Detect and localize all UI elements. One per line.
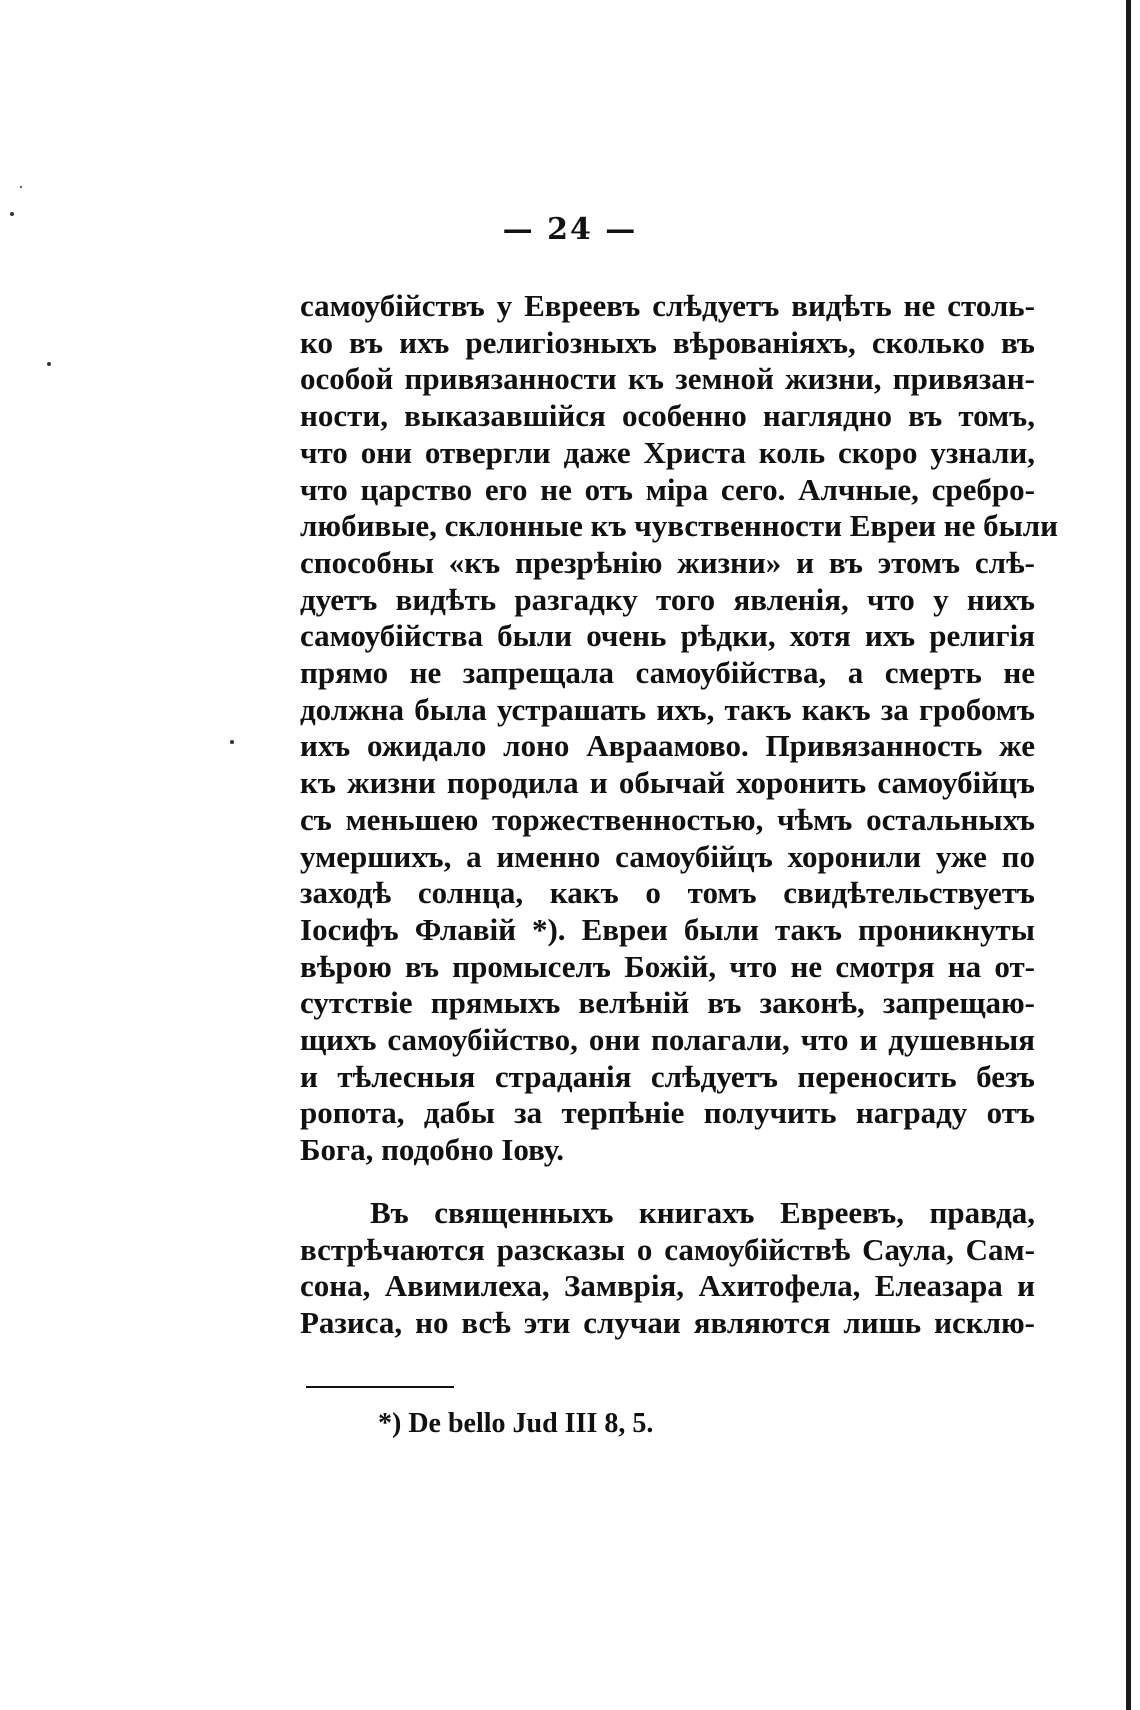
text-line: ропота, дабы за терпѣніе получить награду отъ bbox=[300, 1095, 1035, 1131]
page-edge-shadow bbox=[1126, 0, 1131, 1710]
text-line: съ меньшею торжественностью, чѣмъ остальныхъ bbox=[300, 801, 1035, 837]
text-line: ихъ ожидало лоно Авраамово. Привязанность же bbox=[300, 728, 1035, 764]
scan-speck bbox=[20, 186, 22, 188]
text-line: Въ священныхъ книгахъ Евреевъ, правда, bbox=[370, 1194, 1035, 1230]
text-line: что царство его не отъ міра сего. Алчные, сребро- bbox=[300, 471, 1035, 507]
text-line: способны «къ презрѣнію жизни» и въ этомъ слѣ- bbox=[300, 544, 1035, 580]
text-line: и тѣлесныя страданія слѣдуетъ переносить безъ bbox=[300, 1058, 1035, 1094]
text-line: прямо не запрещала самоубійства, а смерть не bbox=[300, 655, 1035, 691]
text-line: ности, выказавшійся особенно наглядно въ томъ, bbox=[300, 398, 1035, 434]
footnote: *) De bello Jud III 8, 5. bbox=[378, 1408, 654, 1439]
text-line: сутствіе прямыхъ велѣній въ законѣ, запрещаю- bbox=[300, 985, 1035, 1021]
scan-speck bbox=[47, 362, 51, 366]
text-line: щихъ самоубійство, они полагали, что и душевныя bbox=[300, 1022, 1035, 1058]
paragraph-gap bbox=[300, 1169, 1035, 1195]
text-line: что они отвергли даже Христа коль скоро узнали, bbox=[300, 434, 1035, 470]
footnote-divider bbox=[306, 1386, 454, 1388]
text-line: должна была устрашать ихъ, такъ какъ за гробомъ bbox=[300, 691, 1035, 727]
text-line: любивые, склонные къ чувственности Евреи не были bbox=[300, 508, 1059, 544]
text-line: самоубійства были очень рѣдки, хотя ихъ религія bbox=[300, 618, 1035, 654]
text-line: Разиса, но всѣ эти случаи являются лишь исклю- bbox=[300, 1304, 1035, 1340]
text-line: вѣрою въ промыселъ Божій, что не смотря на от- bbox=[300, 948, 1035, 984]
text-line: сона, Авимилеха, Замврія, Ахитофела, Елеазара и bbox=[300, 1268, 1035, 1304]
text-line: особой привязанности къ земной жизни, привязан- bbox=[300, 361, 1035, 397]
scan-speck bbox=[230, 740, 234, 744]
text-line: дуетъ видѣть разгадку того явленія, что у нихъ bbox=[300, 581, 1035, 617]
text-line: встрѣчаются разсказы о самоубійствѣ Саула, Сам- bbox=[300, 1231, 1035, 1267]
text-line: Бога, подобно Іову. bbox=[300, 1132, 564, 1168]
text-line: самоубійствъ у Евреевъ слѣдуетъ видѣть не столь- bbox=[300, 288, 1035, 323]
text-line: ко въ ихъ религіозныхъ вѣрованіяхъ, сколько въ bbox=[300, 324, 1035, 360]
page-number: — 24 — bbox=[502, 212, 638, 247]
text-line: къ жизни породила и обычай хоронить самоубійцъ bbox=[300, 765, 1035, 801]
body-text bbox=[300, 288, 1059, 1342]
text-line: умершихъ, а именно самоубійцъ хоронили уже по bbox=[300, 838, 1035, 874]
paragraph-2 bbox=[300, 1195, 1035, 1342]
paragraph-1 bbox=[300, 288, 1059, 1169]
text-line: заходѣ солнца, какъ о томъ свидѣтельствуетъ bbox=[300, 875, 1035, 911]
text-line: Іосифъ Флавій *). Евреи были такъ проникнуты bbox=[300, 911, 1035, 947]
